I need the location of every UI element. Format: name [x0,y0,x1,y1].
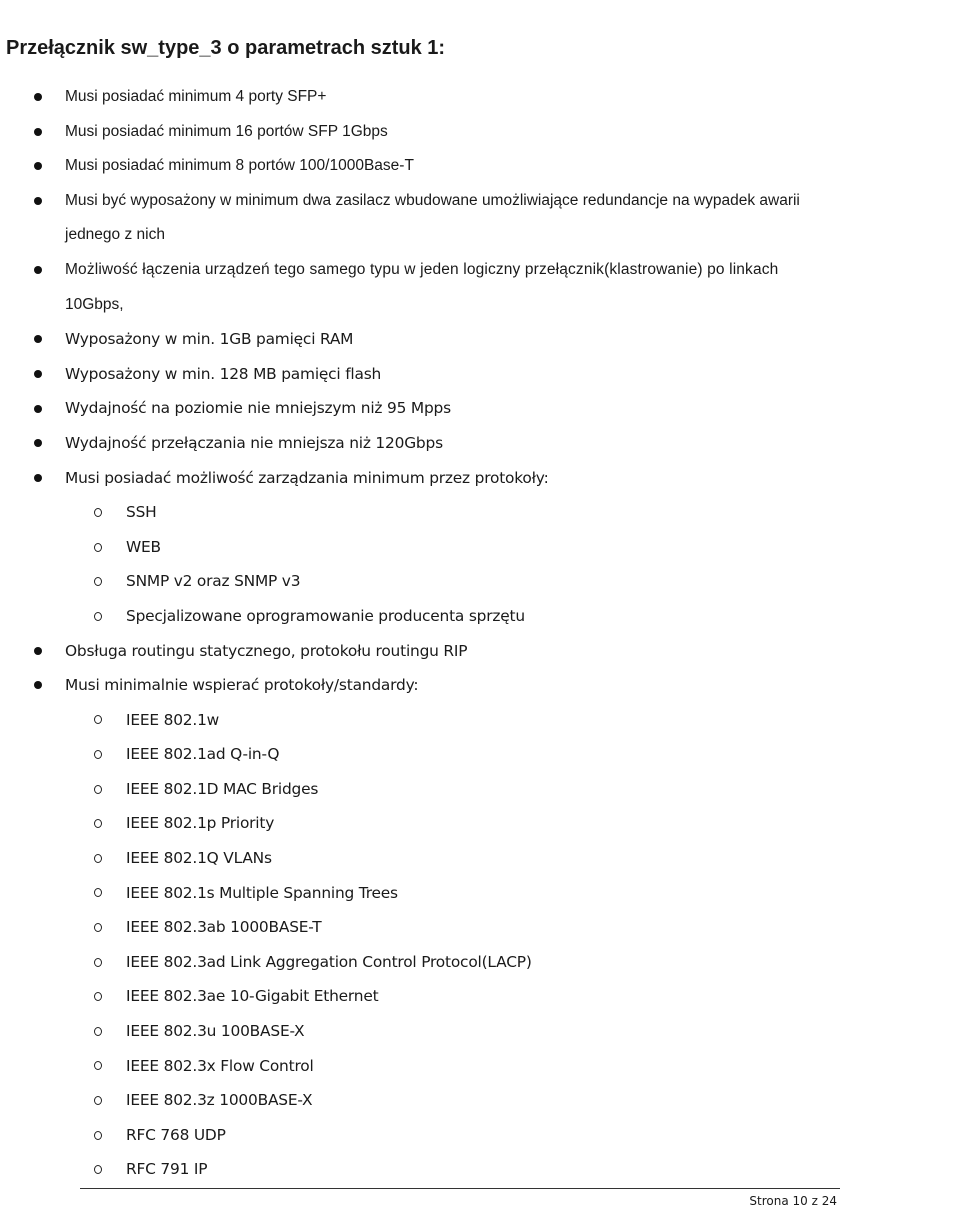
list-item-text: Obsługa routingu statycznego, protokołu routingu RIP [65,641,468,660]
hollow-bullet-icon [94,854,102,863]
sub-list-item [0,530,960,565]
list-item-text: IEEE 802.1ad Q-in-Q [126,745,280,764]
list-item-text: Specjalizowane oprogramowanie producenta sprzętu [126,606,525,625]
list-item [0,253,960,288]
list-item-text: SSH [126,503,157,522]
list-item-text: Musi posiadać minimum 8 portów 100/1000Base-T [65,157,414,175]
list-item-text: IEEE 802.1Q VLANs [126,849,272,868]
sub-list-item [0,599,960,634]
sub-list-item [0,737,960,772]
list-item-text: IEEE 802.3ad Link Aggregation Control Protocol(LACP) [126,952,532,971]
list-item [0,634,960,669]
section-heading: Przełącznik sw_type_3 o parametrach sztuk 1: [6,37,446,59]
list-item-text: Możliwość łączenia urządzeń tego samego typu w jeden logiczny przełącznik(klastrowanie) po linkach [65,260,779,278]
bullet-icon [34,370,42,378]
list-item-text: IEEE 802.3z 1000BASE-X [126,1091,313,1110]
footer-divider [80,1188,840,1189]
sub-list-item [0,772,960,807]
hollow-bullet-icon [94,1165,102,1174]
list-item-text: Wyposażony w min. 128 MB pamięci flash [65,364,382,383]
list-item [0,115,960,150]
requirements-list [0,80,960,1187]
sub-list-item [0,495,960,530]
bullet-icon [34,162,42,170]
list-item-text: IEEE 802.1D MAC Bridges [126,779,319,798]
sub-list-item [0,945,960,980]
hollow-bullet-icon [94,715,102,724]
hollow-bullet-icon [94,1096,102,1105]
list-item [0,391,960,426]
list-item-text: RFC 768 UDP [126,1125,226,1144]
hollow-bullet-icon [94,958,102,967]
hollow-bullet-icon [94,992,102,1001]
hollow-bullet-icon [94,785,102,794]
list-item-text: IEEE 802.1p Priority [126,814,275,833]
list-item-text: 10Gbps, [65,295,124,313]
bullet-icon [34,197,42,205]
bullet-icon [34,335,42,343]
list-item-text: Wydajność na poziomie nie mniejszym niż 95 Mpps [65,399,451,418]
list-item-text: WEB [126,537,161,556]
bullet-icon [34,439,42,447]
hollow-bullet-icon [94,923,102,932]
bullet-icon [34,128,42,136]
list-item-text: IEEE 802.1s Multiple Spanning Trees [126,883,398,902]
hollow-bullet-icon [94,508,102,517]
list-item-text: Musi minimalnie wspierać protokoły/standardy: [65,676,419,695]
list-item-text: IEEE 802.1w [126,710,220,729]
hollow-bullet-icon [94,577,102,586]
sub-list-item [0,1049,960,1084]
list-item [0,461,960,496]
hollow-bullet-icon [94,750,102,759]
sub-list-item [0,1014,960,1049]
list-item [0,184,960,219]
list-item-text: IEEE 802.3u 100BASE-X [126,1022,305,1041]
list-item-text: Wydajność przełączania nie mniejsza niż 120Gbps [65,433,443,452]
bullet-icon [34,93,42,101]
bullet-icon [34,474,42,482]
bullet-icon [34,405,42,413]
sub-list-item [0,806,960,841]
list-item-text: Musi posiadać minimum 4 porty SFP+ [65,88,327,105]
hollow-bullet-icon [94,1061,102,1070]
sub-list-item [0,1152,960,1187]
list-item [0,80,960,115]
list-item-text: IEEE 802.3ae 10-Gigabit Ethernet [126,987,379,1006]
list-item-text: Musi posiadać możliwość zarządzania minimum przez protokoły: [65,468,549,487]
list-item [0,426,960,461]
list-item-text: Wyposażony w min. 1GB pamięci RAM [65,330,354,349]
bullet-icon [34,266,42,274]
page-number: Strona 10 z 24 [749,1194,837,1208]
hollow-bullet-icon [94,819,102,828]
hollow-bullet-icon [94,543,102,552]
sub-list-item [0,703,960,738]
list-item-continuation [0,218,960,253]
hollow-bullet-icon [94,1027,102,1036]
list-item [0,357,960,392]
list-item [0,322,960,357]
hollow-bullet-icon [94,612,102,621]
sub-list-item [0,979,960,1014]
list-item-continuation [0,288,960,323]
list-item-text: jednego z nich [65,226,165,244]
sub-list-item [0,876,960,911]
list-item [0,149,960,184]
list-item-text: RFC 791 IP [126,1160,208,1179]
hollow-bullet-icon [94,888,102,897]
sub-list-item [0,564,960,599]
list-item-text: SNMP v2 oraz SNMP v3 [126,572,301,591]
sub-list-item [0,1083,960,1118]
bullet-icon [34,647,42,655]
bullet-icon [34,681,42,689]
list-item-text: Musi posiadać minimum 16 portów SFP 1Gbps [65,122,388,140]
list-item-text: IEEE 802.3ab 1000BASE-T [126,918,322,937]
list-item-text: Musi być wyposażony w minimum dwa zasilacz wbudowane umożliwiające redundancje na wypadek awarii [65,191,800,209]
sub-list-item [0,841,960,876]
hollow-bullet-icon [94,1131,102,1140]
sub-list-item [0,910,960,945]
list-item [0,668,960,703]
list-item-text: IEEE 802.3x Flow Control [126,1056,314,1075]
sub-list-item [0,1118,960,1153]
